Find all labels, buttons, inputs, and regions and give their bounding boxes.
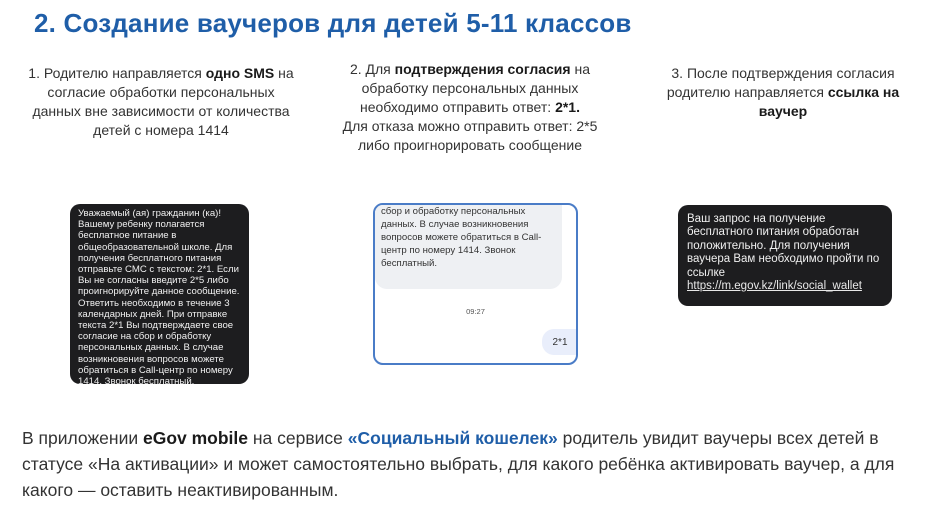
incoming-message-bubble: [375, 203, 562, 289]
step-3-text: 3. После подтверждения согласия родителю направляется: [666, 65, 895, 100]
step-3-bold: ссылка на ваучер: [758, 84, 900, 119]
step-1-description: [24, 64, 298, 140]
bottom-paragraph: [22, 425, 927, 503]
bottom-text-3: родитель увидит ваучеры всех детей в статусе «На активации» и может самостоятельно выбрать, для какого ребёнка активировать ваучер, а для какого — оставить неактивированным.: [22, 428, 895, 500]
step-1-text: 1. Родителю направляется: [28, 65, 206, 81]
voucher-link[interactable]: https://m.egov.kz/link/social_wallet: [687, 280, 862, 293]
phone-chat-screenshot: [373, 203, 578, 365]
sms-consent-message: [70, 204, 249, 388]
step-2-text-3: Для отказа можно отправить ответ: 2*5 либо проигнорировать сообщение: [342, 118, 598, 153]
sms-voucher-link-message: [678, 205, 892, 306]
bottom-service-name: «Социальный кошелек»: [347, 428, 558, 448]
step-2-bold: подтверждения согласия: [394, 61, 571, 77]
outgoing-message-text: 2*1: [552, 336, 568, 348]
bottom-text-2: на сервисе: [248, 428, 348, 448]
step-2-text-2: на обработку персональных данных необходимо отправить ответ:: [360, 61, 591, 115]
step-3-description: [666, 64, 900, 121]
bottom-app-name: eGov mobile: [142, 428, 249, 448]
step-2-text: 2. Для: [349, 61, 395, 77]
message-time: 09:27: [466, 307, 485, 316]
step-2-description: [330, 60, 610, 155]
bottom-text: В приложении: [22, 428, 143, 448]
outgoing-message-bubble: [542, 329, 578, 355]
step-1-text-2: на согласие обработки персональных данных вне зависимости от количества детей с номера 1414: [32, 65, 294, 138]
step-1-bold: одно SMS: [205, 65, 275, 81]
page-title: 2. Создание ваучеров для детей 5-11 классов: [34, 8, 632, 38]
sms-voucher-text: Ваш запрос на получение бесплатного питания обработан положительно. Для получения ваучера Вам необходимо пройти по ссылке: [687, 213, 880, 279]
incoming-message-text: сбор и обработку персональных данных. В случае возникновения вопросов можете обратиться в Call-центр по номеру 1414. Звонок бесплатный.: [381, 206, 542, 269]
sms-consent-text: Уважаемый (ая) гражданин (ка)! Вашему ребенку полагается бесплатное питание в общеобразовательной школе. Для получения бесплатного питания отправьте СМС с текстом: 2*1. Если Вы не согласны введите 2*5 либо проигнорируйте данное сообщение. Ответить необходимо в течение 3 календарных дней. При отправке текста 2*1 Вы подтверждаете свое согласие на сбор и обработку персональных данных. В случае возникновения вопросов можете обратиться в Call-центр по номеру 1414. Звонок бесплатный.: [78, 208, 240, 388]
step-2-bold-2: 2*1.: [555, 99, 580, 115]
